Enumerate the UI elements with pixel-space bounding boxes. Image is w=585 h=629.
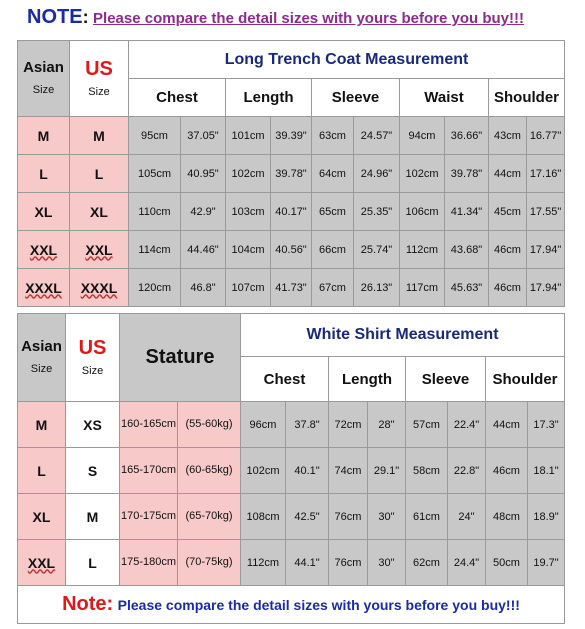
stature-weight-cell: (55-60kg) <box>178 402 241 448</box>
measurement-cell: 58cm <box>406 448 448 494</box>
us-size-cell <box>70 155 129 193</box>
measurement-cell: 40.56" <box>271 231 312 269</box>
asian-label: Asian <box>23 58 64 76</box>
measurement-cell: 64cm <box>312 155 354 193</box>
measurement-cell: 46cm <box>486 448 528 494</box>
us-size-cell <box>66 494 120 540</box>
measurement-cell: 117cm <box>400 269 445 307</box>
coat-table-title: Long Trench Coat Measurement <box>129 41 565 79</box>
asian-size-cell <box>18 117 70 155</box>
measurement-cell: 48cm <box>486 494 528 540</box>
measurement-cell: 44.1" <box>286 540 329 586</box>
measurement-cell: 22.4" <box>448 402 486 448</box>
column-header: Length <box>329 357 406 402</box>
us-size-cell <box>70 269 129 307</box>
measurement-cell: 39.39" <box>271 117 312 155</box>
stature-weight-cell: (70-75kg) <box>178 540 241 586</box>
us-size-cell <box>70 117 129 155</box>
measurement-cell: 16.77" <box>527 117 565 155</box>
stature-height-cell: 175-180cm <box>120 540 178 586</box>
asian-size-value: L <box>39 165 48 182</box>
measurement-cell: 114cm <box>129 231 181 269</box>
measurement-cell: 95cm <box>129 117 181 155</box>
column-header: Chest <box>241 357 329 402</box>
measurement-cell: 17.3" <box>528 402 565 448</box>
measurement-cell: 61cm <box>406 494 448 540</box>
us-size-value: M <box>93 127 105 144</box>
us-size-value: XXL <box>85 241 113 258</box>
us-size-value: M <box>86 508 99 525</box>
asian-size-sublabel: Size <box>30 362 53 375</box>
us-size-cell <box>70 231 129 269</box>
measurement-cell: 18.1" <box>528 448 565 494</box>
measurement-cell: 45cm <box>489 193 527 231</box>
us-size-cell <box>66 402 120 448</box>
asian-size-cell <box>18 231 70 269</box>
measurement-cell: 44.46" <box>181 231 226 269</box>
measurement-cell: 30" <box>368 540 406 586</box>
measurement-cell: 107cm <box>226 269 271 307</box>
measurement-cell: 103cm <box>226 193 271 231</box>
measurement-cell: 18.9" <box>528 494 565 540</box>
measurement-cell: 24.57" <box>354 117 400 155</box>
us-size-cell <box>66 540 120 586</box>
bottom-notice <box>18 586 565 624</box>
measurement-cell: 94cm <box>400 117 445 155</box>
stature-header: Stature <box>120 314 241 402</box>
measurement-cell: 108cm <box>241 494 286 540</box>
measurement-cell: 76cm <box>329 540 368 586</box>
measurement-cell: 46cm <box>489 269 527 307</box>
measurement-cell: 43.68" <box>445 231 489 269</box>
asian-size-value: XXL <box>27 554 56 571</box>
measurement-cell: 37.05" <box>181 117 226 155</box>
stature-height-cell: 165-170cm <box>120 448 178 494</box>
asian-size-cell <box>18 155 70 193</box>
footer-note-message: Please compare the detail sizes with yours before you buy!!! <box>117 597 520 613</box>
measurement-cell: 62cm <box>406 540 448 586</box>
asian-size-value: M <box>35 416 48 433</box>
measurement-cell: 72cm <box>329 402 368 448</box>
measurement-cell: 46cm <box>489 231 527 269</box>
measurement-cell: 17.94" <box>527 269 565 307</box>
column-header: Shoulder <box>486 357 565 402</box>
coat-measurement-table <box>17 40 565 307</box>
measurement-cell: 24.96" <box>354 155 400 193</box>
stature-weight-cell: (60-65kg) <box>178 448 241 494</box>
table-row <box>18 231 565 269</box>
asian-size-header <box>18 314 66 402</box>
measurement-cell: 39.78" <box>445 155 489 193</box>
shirt-table-title: White Shirt Measurement <box>241 314 565 357</box>
measurement-cell: 19.7" <box>528 540 565 586</box>
us-size-header <box>66 314 120 402</box>
measurement-cell: 17.16" <box>527 155 565 193</box>
notice-colon: : <box>82 7 89 27</box>
column-header: Sleeve <box>312 79 400 117</box>
notice-message: Please compare the detail sizes with yours before you buy!!! <box>93 10 524 27</box>
asian-size-value: M <box>37 127 50 144</box>
measurement-cell: 17.55" <box>527 193 565 231</box>
asian-size-cell <box>18 494 66 540</box>
measurement-cell: 110cm <box>129 193 181 231</box>
us-size-header <box>70 41 129 117</box>
table-row <box>18 117 565 155</box>
measurement-cell: 17.94" <box>527 231 565 269</box>
asian-size-value: XXXL <box>25 279 62 296</box>
measurement-cell: 46.8" <box>181 269 226 307</box>
measurement-cell: 24.4" <box>448 540 486 586</box>
measurement-cell: 44cm <box>489 155 527 193</box>
measurement-cell: 102cm <box>241 448 286 494</box>
asian-size-cell <box>18 540 66 586</box>
measurement-cell: 74cm <box>329 448 368 494</box>
asian-label: Asian <box>21 337 62 355</box>
measurement-cell: 41.34" <box>445 193 489 231</box>
measurement-cell: 37.8" <box>286 402 329 448</box>
measurement-cell: 96cm <box>241 402 286 448</box>
table-row <box>18 540 565 586</box>
table-row <box>18 193 565 231</box>
measurement-cell: 25.35" <box>354 193 400 231</box>
measurement-cell: 101cm <box>226 117 271 155</box>
measurement-cell: 28" <box>368 402 406 448</box>
measurement-cell: 36.66" <box>445 117 489 155</box>
asian-size-value: XL <box>32 508 51 525</box>
us-size-cell <box>66 448 120 494</box>
us-size-value: L <box>88 554 97 571</box>
asian-size-cell <box>18 193 70 231</box>
asian-size-cell <box>18 402 66 448</box>
asian-size-value: L <box>37 462 46 479</box>
us-label: US <box>78 336 107 359</box>
table-row <box>18 448 565 494</box>
measurement-cell: 106cm <box>400 193 445 231</box>
measurement-cell: 102cm <box>226 155 271 193</box>
stature-height-cell: 170-175cm <box>120 494 178 540</box>
measurement-cell: 40.17" <box>271 193 312 231</box>
column-header: Sleeve <box>406 357 486 402</box>
stature-weight-cell: (65-70kg) <box>178 494 241 540</box>
measurement-cell: 42.5" <box>286 494 329 540</box>
measurement-cell: 44cm <box>486 402 528 448</box>
us-size-value: XS <box>83 416 102 433</box>
top-notice <box>27 6 567 36</box>
measurement-cell: 40.1" <box>286 448 329 494</box>
measurement-cell: 39.78" <box>271 155 312 193</box>
stature-height-cell: 160-165cm <box>120 402 178 448</box>
measurement-cell: 43cm <box>489 117 527 155</box>
us-size-value: XXXL <box>80 279 118 296</box>
column-header: Waist <box>400 79 489 117</box>
measurement-cell: 26.13" <box>354 269 400 307</box>
measurement-cell: 66cm <box>312 231 354 269</box>
column-header: Length <box>226 79 312 117</box>
notice-label: NOTE <box>27 6 83 28</box>
footer-note-label: Note: <box>62 593 114 615</box>
column-header: Shoulder <box>489 79 565 117</box>
measurement-cell: 112cm <box>400 231 445 269</box>
measurement-cell: 29.1" <box>368 448 406 494</box>
us-size-value: XL <box>90 203 108 220</box>
shirt-measurement-table <box>17 313 565 624</box>
measurement-cell: 112cm <box>241 540 286 586</box>
asian-size-cell <box>18 448 66 494</box>
asian-size-header <box>18 41 70 117</box>
us-size-value: L <box>94 165 104 182</box>
measurement-cell: 40.95" <box>181 155 226 193</box>
table-row <box>18 269 565 307</box>
measurement-cell: 30" <box>368 494 406 540</box>
column-header: Chest <box>129 79 226 117</box>
measurement-cell: 25.74" <box>354 231 400 269</box>
table-row <box>18 494 565 540</box>
measurement-cell: 104cm <box>226 231 271 269</box>
measurement-cell: 41.73" <box>271 269 312 307</box>
measurement-cell: 105cm <box>129 155 181 193</box>
us-label: US <box>85 57 113 80</box>
measurement-cell: 57cm <box>406 402 448 448</box>
measurement-cell: 22.8" <box>448 448 486 494</box>
measurement-cell: 42.9" <box>181 193 226 231</box>
asian-size-cell <box>18 269 70 307</box>
measurement-cell: 67cm <box>312 269 354 307</box>
measurement-cell: 76cm <box>329 494 368 540</box>
measurement-cell: 63cm <box>312 117 354 155</box>
table-row <box>18 155 565 193</box>
us-size-cell <box>70 193 129 231</box>
measurement-cell: 65cm <box>312 193 354 231</box>
measurement-cell: 24" <box>448 494 486 540</box>
measurement-cell: 102cm <box>400 155 445 193</box>
us-size-value: S <box>87 462 98 479</box>
us-size-sublabel: Size <box>88 85 110 98</box>
asian-size-value: XXL <box>29 241 58 258</box>
measurement-cell: 50cm <box>486 540 528 586</box>
measurement-cell: 45.63" <box>445 269 489 307</box>
measurement-cell: 120cm <box>129 269 181 307</box>
asian-size-sublabel: Size <box>32 83 55 96</box>
us-size-sublabel: Size <box>81 364 104 377</box>
table-row <box>18 402 565 448</box>
asian-size-value: XL <box>34 203 53 220</box>
